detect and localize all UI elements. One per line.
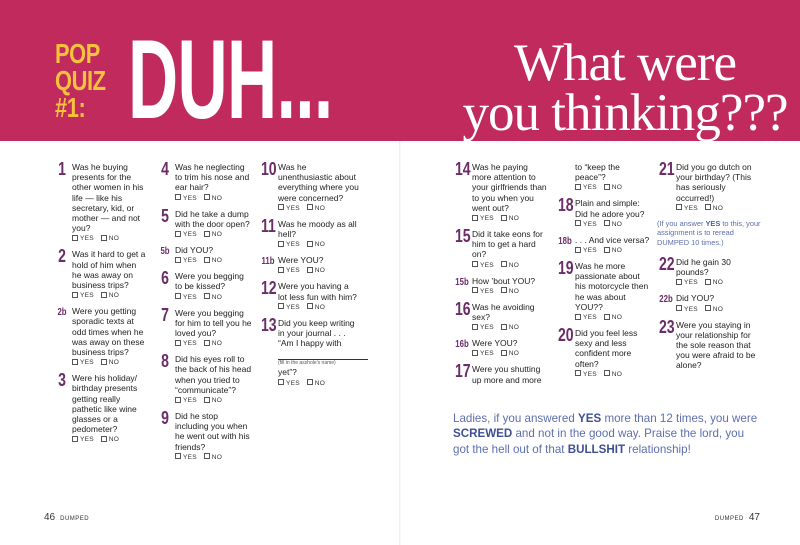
yes-no-checkboxes: YES NO bbox=[175, 293, 253, 302]
yes-checkbox[interactable] bbox=[175, 293, 181, 299]
yes-no-checkboxes: YES NO bbox=[278, 266, 359, 275]
question-text: Did you keep writing in your journal . . . “Am I happy with bbox=[278, 317, 355, 349]
no-checkbox[interactable] bbox=[501, 324, 507, 330]
yes-no-checkboxes: YES NO bbox=[175, 339, 253, 348]
question-text: Did YOU? bbox=[175, 245, 214, 256]
question-text: Did it take eons for him to get a hard on? bbox=[472, 229, 543, 260]
yes-checkbox[interactable] bbox=[175, 340, 181, 346]
no-checkbox[interactable] bbox=[204, 194, 210, 200]
yes-no-checkboxes: YES NO bbox=[676, 204, 761, 213]
yes-no-checkboxes: YES NO bbox=[676, 305, 761, 314]
no-checkbox[interactable] bbox=[501, 215, 507, 221]
question-2 bbox=[53, 246, 148, 300]
no-checkbox[interactable] bbox=[705, 305, 711, 311]
yes-checkbox[interactable] bbox=[575, 247, 581, 253]
no-checkbox[interactable] bbox=[604, 314, 610, 320]
question-16 bbox=[453, 298, 549, 332]
yes-checkbox[interactable] bbox=[472, 324, 478, 330]
yes-checkbox[interactable] bbox=[175, 397, 181, 403]
question-text: Was he more passionate about his motorcycle then he was about YOU?? bbox=[575, 261, 649, 312]
yes-no-checkboxes: YES NO bbox=[278, 303, 359, 312]
question-21 bbox=[657, 159, 761, 213]
yes-no-checkboxes: YES NO bbox=[472, 323, 549, 332]
quiz-column-1 bbox=[53, 159, 148, 449]
question-text: Was he moody as all hell? bbox=[278, 218, 357, 240]
question-4 bbox=[156, 159, 253, 203]
question-14 bbox=[453, 159, 549, 223]
question-20 bbox=[556, 325, 652, 379]
no-checkbox[interactable] bbox=[604, 220, 610, 226]
scoring-summary: Ladies, if you answered YES more than 12 times, you were SCREWED and not in the good way. Praise the lord, you got the hell out of that BULLSHIT relationship! bbox=[453, 412, 758, 456]
no-checkbox[interactable] bbox=[307, 379, 313, 385]
no-checkbox[interactable] bbox=[705, 204, 711, 210]
question-21-note: (If you answer YES to this, your assignment is to reread DUMPED 10 times.) bbox=[657, 218, 761, 247]
question-text: Were you having a lot less fun with him? bbox=[278, 281, 357, 302]
question-text: Was he unenthusiastic about everything where you were concerned? bbox=[278, 162, 359, 203]
yes-checkbox[interactable] bbox=[676, 204, 682, 210]
folio-left bbox=[44, 512, 89, 523]
yes-no-checkboxes: YES NO bbox=[472, 349, 549, 358]
yes-checkbox[interactable] bbox=[575, 184, 581, 190]
question-number: 11b bbox=[261, 256, 275, 268]
running-footer: DUMPED bbox=[714, 516, 744, 522]
question-number: 2 bbox=[58, 246, 66, 267]
no-checkbox[interactable] bbox=[604, 184, 610, 190]
question-11b bbox=[259, 255, 359, 275]
question-18b bbox=[556, 235, 652, 255]
yes-no-checkboxes: YES NO bbox=[72, 435, 148, 444]
question-number: 15 bbox=[454, 226, 471, 247]
question-text: Was he paying more attention to your girlfriends than to you when you went out? bbox=[472, 162, 547, 213]
no-checkbox[interactable] bbox=[101, 235, 107, 241]
no-checkbox[interactable] bbox=[204, 340, 210, 346]
question-text: Was he avoiding sex? bbox=[472, 301, 535, 323]
page-number: 47 bbox=[748, 512, 760, 523]
question-9 bbox=[156, 408, 253, 462]
question-number: 3 bbox=[58, 370, 66, 391]
question-text: Plain and simple: Did he adore you? bbox=[575, 198, 645, 219]
question-text: Did you go dutch on your birthday? (This has seriously occurred!) bbox=[676, 162, 752, 203]
question-number: 5b bbox=[160, 246, 170, 258]
question-number: 5 bbox=[161, 205, 169, 226]
question-number: 18b bbox=[558, 235, 572, 247]
question-2b bbox=[53, 306, 148, 367]
yes-checkbox[interactable] bbox=[575, 370, 581, 376]
folio-right bbox=[715, 512, 760, 523]
no-checkbox[interactable] bbox=[204, 293, 210, 299]
question-text: Were you staying in your relationship for the sole reason that you were afraid to be alone? bbox=[676, 319, 756, 371]
yes-checkbox[interactable] bbox=[472, 215, 478, 221]
no-checkbox[interactable] bbox=[604, 370, 610, 376]
yes-no-checkboxes: YES NO bbox=[175, 194, 253, 203]
question-number: 4 bbox=[161, 159, 169, 179]
question-number: 8 bbox=[161, 351, 169, 372]
yes-no-checkboxes: YES NO bbox=[472, 261, 549, 270]
question-17-continued bbox=[556, 162, 652, 192]
no-checkbox[interactable] bbox=[501, 287, 507, 293]
no-checkbox[interactable] bbox=[307, 267, 313, 273]
question-17 bbox=[453, 361, 549, 385]
no-checkbox[interactable] bbox=[101, 292, 107, 298]
question-13 bbox=[259, 314, 359, 388]
question-text: Were YOU? bbox=[278, 255, 324, 266]
question-5 bbox=[156, 205, 253, 239]
yes-checkbox[interactable] bbox=[278, 303, 284, 309]
yes-no-checkboxes: YES NO bbox=[175, 396, 253, 405]
yes-no-checkboxes: YES NO bbox=[575, 220, 652, 229]
question-number: 18 bbox=[557, 195, 574, 216]
question-8 bbox=[156, 351, 253, 405]
question-number: 22b bbox=[659, 294, 673, 306]
yes-no-checkboxes: YES NO bbox=[72, 291, 148, 300]
question-19 bbox=[556, 258, 652, 322]
question-number: 15b bbox=[455, 276, 469, 288]
fill-in-blank-line[interactable] bbox=[278, 348, 368, 360]
question-text: Did he gain 30 pounds? bbox=[676, 257, 731, 278]
no-checkbox[interactable] bbox=[501, 350, 507, 356]
question-text: Were you shutting up more and more bbox=[472, 364, 542, 385]
question-22b bbox=[657, 293, 761, 313]
question-text: Were his holiday/ birthday presents getting really pathetic like wine glasses or a pedometer? bbox=[72, 373, 138, 435]
question-number: 7 bbox=[161, 304, 169, 325]
question-22 bbox=[657, 254, 761, 287]
yes-checkbox[interactable] bbox=[575, 220, 581, 226]
question-number: 2b bbox=[57, 307, 67, 319]
page-gutter bbox=[399, 141, 401, 545]
question-text: Were you begging for him to tell you he loved you? bbox=[175, 307, 252, 339]
question-7 bbox=[156, 304, 253, 349]
yes-no-checkboxes: YES NO bbox=[278, 240, 359, 249]
question-text: How ’bout YOU? bbox=[472, 275, 536, 286]
question-text: Were you begging to be kissed? bbox=[175, 271, 244, 292]
question-3 bbox=[53, 370, 148, 444]
no-checkbox[interactable] bbox=[204, 257, 210, 263]
question-6 bbox=[156, 268, 253, 301]
question-number: 16 bbox=[454, 298, 471, 319]
question-text: Was it hard to get a hold of him when he was away on business trips? bbox=[72, 249, 146, 291]
yes-checkbox[interactable] bbox=[175, 194, 181, 200]
question-number: 23 bbox=[658, 316, 675, 337]
yes-no-checkboxes: YES NO bbox=[72, 234, 148, 243]
question-number: 17 bbox=[454, 361, 471, 382]
question-text: Did you feel less sexy and less confident more often? bbox=[575, 328, 638, 369]
yes-checkbox[interactable] bbox=[175, 453, 181, 459]
quiz-column-4 bbox=[453, 159, 549, 390]
question-23 bbox=[657, 316, 761, 371]
no-checkbox[interactable] bbox=[705, 279, 711, 285]
yes-checkbox[interactable] bbox=[472, 261, 478, 267]
no-checkbox[interactable] bbox=[204, 231, 210, 237]
question-number: 19 bbox=[557, 258, 574, 279]
no-checkbox[interactable] bbox=[101, 359, 107, 365]
yes-checkbox[interactable] bbox=[72, 235, 78, 241]
yes-no-checkboxes: YES NO bbox=[575, 183, 652, 192]
yes-checkbox[interactable] bbox=[175, 257, 181, 263]
quiz-column-5 bbox=[556, 162, 652, 384]
yes-checkbox[interactable] bbox=[175, 231, 181, 237]
yes-checkbox[interactable] bbox=[575, 314, 581, 320]
question-text-end: yet”? bbox=[278, 367, 297, 378]
question-number: 1 bbox=[58, 159, 66, 179]
quiz-column-2 bbox=[156, 159, 253, 467]
yes-checkbox[interactable] bbox=[278, 241, 284, 247]
no-checkbox[interactable] bbox=[307, 241, 313, 247]
question-text: Was he buying presents for the other women in his life — like his secretary, kid, or mother — and not you? bbox=[72, 162, 144, 234]
header-banner bbox=[0, 0, 800, 141]
yes-checkbox[interactable] bbox=[278, 267, 284, 273]
yes-checkbox[interactable] bbox=[676, 305, 682, 311]
page-title: DUH... bbox=[128, 17, 333, 142]
question-text: Were YOU? bbox=[472, 338, 518, 349]
question-16b bbox=[453, 338, 549, 358]
yes-checkbox[interactable] bbox=[278, 379, 284, 385]
question-text: Was he neglecting to trim his nose and ear hair? bbox=[175, 162, 250, 193]
no-checkbox[interactable] bbox=[307, 204, 313, 210]
yes-no-checkboxes: YES NO bbox=[72, 358, 148, 367]
yes-checkbox[interactable] bbox=[72, 436, 78, 442]
question-10 bbox=[259, 159, 359, 213]
yes-no-checkboxes: YES NO bbox=[472, 287, 549, 296]
question-18 bbox=[556, 195, 652, 228]
question-number: 21 bbox=[658, 159, 675, 179]
no-checkbox[interactable] bbox=[501, 261, 507, 267]
question-text: Did he stop including you when he went out with his friends? bbox=[175, 411, 250, 452]
yes-no-checkboxes: YES NO bbox=[278, 379, 359, 388]
no-checkbox[interactable] bbox=[307, 303, 313, 309]
question-text: Were you getting sporadic texts at odd times when he was away on these business trips? bbox=[72, 306, 145, 358]
quiz-column-3 bbox=[259, 159, 359, 393]
yes-no-checkboxes: YES NO bbox=[676, 278, 761, 287]
question-text: to “keep the peace”? bbox=[575, 162, 620, 183]
question-text: Did his eyes roll to the back of his head when you tried to “communicate”? bbox=[175, 354, 252, 395]
no-checkbox[interactable] bbox=[204, 453, 210, 459]
question-number: 22 bbox=[658, 254, 675, 275]
yes-no-checkboxes: YES NO bbox=[472, 214, 549, 223]
question-number: 10 bbox=[260, 159, 277, 179]
yes-no-checkboxes: YES NO bbox=[575, 370, 652, 379]
yes-checkbox[interactable] bbox=[472, 350, 478, 356]
question-15b bbox=[453, 276, 549, 296]
question-text: . . . And vice versa? bbox=[575, 234, 650, 245]
yes-no-checkboxes: YES NO bbox=[575, 246, 652, 255]
question-number: 13 bbox=[260, 314, 277, 335]
yes-checkbox[interactable] bbox=[676, 279, 682, 285]
page-number: 46 bbox=[44, 512, 56, 523]
question-15 bbox=[453, 226, 549, 270]
pop-quiz-label: POP QUIZ #1: bbox=[55, 38, 106, 123]
no-checkbox[interactable] bbox=[101, 436, 107, 442]
yes-checkbox[interactable] bbox=[278, 204, 284, 210]
blank-caption: (fill in the asshole’s name) bbox=[278, 360, 336, 367]
question-12 bbox=[259, 278, 359, 311]
quiz-column-6 bbox=[657, 159, 761, 376]
yes-no-checkboxes: YES NO bbox=[175, 230, 253, 239]
yes-no-checkboxes: YES NO bbox=[575, 313, 652, 322]
running-footer: DUMPED bbox=[60, 516, 90, 522]
yes-checkbox[interactable] bbox=[72, 292, 78, 298]
question-number: 20 bbox=[557, 325, 574, 346]
question-1 bbox=[53, 159, 148, 243]
question-number: 16b bbox=[455, 339, 469, 351]
question-11 bbox=[259, 215, 359, 249]
no-checkbox[interactable] bbox=[204, 397, 210, 403]
no-checkbox[interactable] bbox=[604, 247, 610, 253]
question-number: 12 bbox=[260, 278, 277, 299]
yes-no-checkboxes: YES NO bbox=[278, 204, 359, 213]
yes-no-checkboxes: YES NO bbox=[175, 256, 253, 265]
question-number: 14 bbox=[454, 159, 471, 179]
yes-checkbox[interactable] bbox=[72, 359, 78, 365]
question-text: Did YOU? bbox=[676, 293, 715, 304]
question-text: Did he take a dump with the door open? bbox=[175, 208, 250, 229]
page-subtitle: What were you thinking??? bbox=[462, 34, 788, 142]
yes-checkbox[interactable] bbox=[472, 287, 478, 293]
question-5b bbox=[156, 245, 253, 265]
yes-no-checkboxes: YES NO bbox=[175, 453, 253, 462]
question-number: 11 bbox=[260, 215, 276, 236]
question-number: 9 bbox=[161, 408, 169, 429]
question-number: 6 bbox=[161, 268, 169, 289]
